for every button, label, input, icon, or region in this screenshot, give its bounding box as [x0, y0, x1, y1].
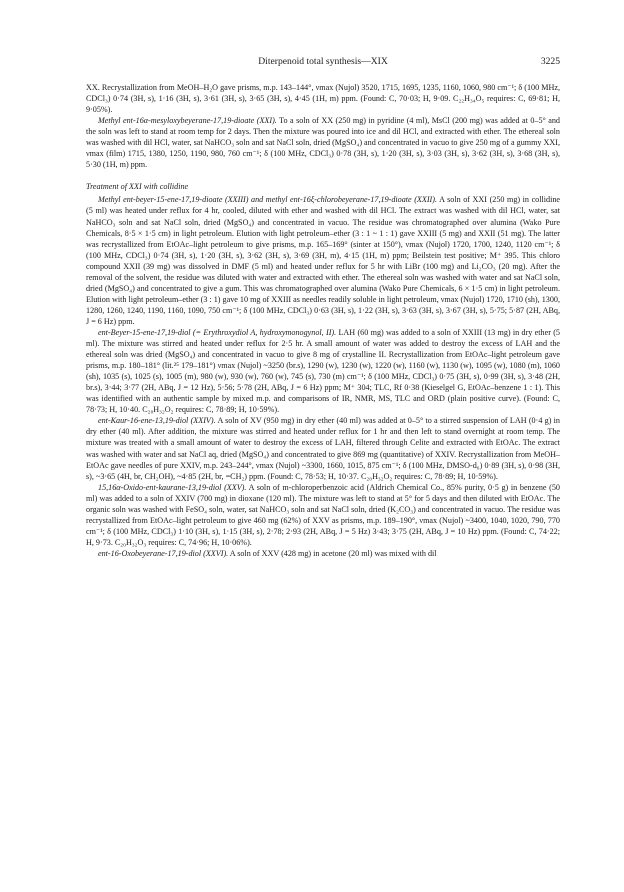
paragraph-3 — [86, 194, 560, 327]
article-body — [86, 82, 560, 559]
paragraph-1 — [86, 82, 560, 115]
compound-name: ent-Kaur-16-ene-13,19-diol (XXIV). — [98, 416, 216, 426]
paragraph-2 — [86, 115, 560, 170]
compound-name: ent-Beyer-15-ene-17,19-diol (= Erythroxydiol A, hydroxymonogynol, II). — [98, 327, 337, 337]
page-number: 3225 — [540, 56, 560, 67]
compound-name: Methyl ent-beyer-15-ene-17,19-dioate (XXIII) and methyl ent-16ξ-chlorobeyerane-17,19-dioate (XXII). — [98, 195, 437, 205]
paragraph-7 — [86, 548, 560, 559]
compound-name: Methyl ent-16α-mesyloxybeyerane-17,19-dioate (XXI). — [98, 116, 277, 126]
paragraph-4 — [86, 327, 560, 415]
compound-name: ent-16-Oxobeyerane-17,19-diol (XXVI). — [98, 548, 229, 558]
paragraph-text: A soln of XV (950 mg) in dry ether (40 ml) was added at 0–5° to a stirred suspension of LAH (0·4 g) in dry ether (40 ml). After addition, the mixture was stirred and heated under reflux for 1 hr and then left to stand overnight at room temp. The mixture was treated with a small amount of water to destroy the excess of LAH, filtered through Celite and extracted with EtOAc. The extract was washed with water and sat NaCl aq, dried (MgSO₄) and concentrated to give 869 mg (quantitative) of XXIV. Recrystallization from MeOH–EtOAc gave needles of pure XXIV, m.p. 243–244°, νmax (Nujol) ~3300, 1660, 1015, 875 cm⁻¹; δ (100 MHz, DMSO-d₆) 0·89 (3H, s), 0·98 (3H, s), ~3·65 (4H, br, CH₂OH), ~4·85 (2H, br, =CH₂) ppm. (Found: C, 78·53; H, 10·37. C₂₀H₃₂O₂ requires: C, 78·89; H, 10·59%). — [86, 416, 560, 481]
paragraph-text: A soln of XXV (428 mg) in acetone (20 ml) was mixed with dil — [229, 548, 437, 558]
paragraph-text: A soln of m-chloroperbenzoic acid (Aldrich Chemical Co., 85% purity, 0·5 g) in benzene (50 ml) was added to a soln of XXIV (700 mg) in dioxane (120 ml). The mixture was left to stand at 5° for 5 days and then diluted with EtOAc. The organic soln was washed with FeSO₄ soln, water, sat NaHCO₃ soln and sat NaCl soln, dried (K₂CO₃) and concentrated in vacuo. The residue was recrystallized from EtOAc–light petroleum to give 460 mg (62%) of XXV as prisms, m.p. 189–190°, νmax (Nujol) ~3400, 1040, 1020, 790, 770 cm⁻¹; δ (100 MHz, CDCl₃) 1·10 (3H, s), 1·15 (3H, s), 2·78; 2·93 (2H, ABq, J = 5 Hz) 3·43; 3·75 (2H, ABq, J = 10 Hz) ppm. (Found: C, 74·22; H, 9·73. C₂₀H₃₂O₃ requires: C, 74·96; H, 10·06%). — [86, 482, 560, 547]
paragraph-text: LAH (60 mg) was added to a soln of XXIII (13 mg) in dry ether (5 ml). The mixture was stirred and heated under reflux for 2·5 hr. A small amount of water was added to destroy the excess of LAH and the ethereal soln was dried (MgSO₄) and concentrated in vacuo to give 8 mg of crystalline II. Recrystallization from EtOAc–light petroleum gave prisms, m.p. 180–181° (lit.²⁵ 179–181°) νmax (Nujol) ~3250 (br.s), 1290 (w), 1230 (w), 1220 (w), 1160 (w), 1130 (w), 1095 (w), 1080 (m), 1060 (sh), 1035 (s), 1025 (s), 1005 (m), 980 (w), 930 (w), 760 (w), 745 (s), 730 (m) cm⁻¹; δ (100 MHz, CDCl₃) 0·75 (3H, s), 0·99 (3H, s), 3·48 (2H, br.s), 3·44; 3·77 (2H, ABq, J = 12 Hz), 5·56; 5·78 (2H, ABq, J = 6 Hz) ppm; M⁺ 304; TLC, Rf 0·38 (Kieselgel G, EtOAc–benzene 1 : 1). This was identified with an authentic sample by mixed m.p. and comparisons of IR, NMR, MS, TLC and ORD (plain positive curve). (Found: C, 78·73; H, 10·40. C₂₀H₃₂O₂ requires: C, 78·89; H, 10·59%). — [86, 327, 560, 415]
running-header — [86, 56, 560, 70]
paragraph-5 — [86, 415, 560, 481]
paragraph-6 — [86, 482, 560, 548]
paragraph-text: XX. Recrystallization from MeOH–H₂O gave prisms, m.p. 143–144°, νmax (Nujol) 3520, 1715, 1695, 1235, 1160, 1060, 980 cm⁻¹; δ (100 MHz, CDCl₃) 0·74 (3H, s), 1·16 (3H, s), 3·61 (3H, s), 3·65 (3H, s), 4·45 (1H, m) ppm. (Found: C, 70·03; H, 9·09. C₂₂H₃₄O₅ requires: C, 69·81; H, 9·05%). — [86, 83, 560, 115]
section-heading: Treatment of XXI with collidine — [86, 182, 189, 192]
compound-name: 15,16α-Oxido-ent-kaurane-13,19-diol (XXV). — [98, 482, 247, 492]
running-title: Diterpenoid total synthesis—XIX — [258, 56, 388, 67]
paragraph-text: To a soln of XX (250 mg) in pyridine (4 ml), MsCl (200 mg) was added at 0–5° and the soln was left to stand at room temp for 2 days. Then the mixture was poured into ice and dil HCl, and extracted with ether. The ethereal soln was washed with dil HCl, water, sat NaHCO₃ soln and sat NaCl soln, dried (MgSO₄) and concentrated in vacuo to give 250 mg of a gummy XXI, νmax (film) 1715, 1380, 1250, 1190, 980, 760 cm⁻¹; δ (100 MHz, CDCl₃) 0·78 (3H, s), 1·20 (3H, s), 3·03 (3H, s), 3·62 (3H, s), 3·68 (3H, s), 5·30 (1H, m) ppm. — [86, 116, 560, 170]
paragraph-text: A soln of XXI (250 mg) in collidine (5 ml) was heated under reflux for 4 hr, cooled, diluted with ether and washed with dil HCl. The extract was washed with dil HCl, water, sat NaHCO₃ soln and sat NaCl soln, dried (MgSO₄) and concentrated in vacuo. The residue was chromatographed over alumina (Wako Pure Chemicals, 8·5 × 1·5 cm) in light petroleum. Elution with light petroleum–ether (3 : 1 ~ 1 : 1) gave XXIII (5 mg) and XXII (51 mg). The latter was recrystallized from EtOAc–light petroleum to give prisms, m.p. 165–169° (sinter at 150°), νmax (Nujol) 1720, 1700, 1240, 1120 cm⁻¹; δ (100 MHz, CDCl₃) 0·74 (3H, s), 1·20 (3H, s), 3·62 (3H, s), 3·69 (3H, m), 4·15 (1H, m) ppm; Beilstein test positive; M⁺ 395. This chloro compound XXII (39 mg) was dissolved in DMF (5 ml) and heated under reflux for 5 hr with LiBr (100 mg) and Li₂CO₃ (20 mg). After the removal of the solvent, the residue was diluted with water and extracted with ether. The ethereal soln was washed with water and sat NaCl soln, dried (MgSO₄) and concentrated to give a gum. This was chromatographed over alumina (Wako Pure Chemicals, 6 × 1·5 cm) in light petroleum. Elution with light petroleum–ether (3 : 1) gave 10 mg of XXIII as needles readily soluble in light petroleum, νmax (Nujol) 1720, 1710 (sh), 1300, 1280, 1260, 1240, 1190, 1160, 1090, 750 cm⁻¹; δ (100 MHz, CDCl₃) 0·63 (3H, s), 1·22 (3H, s), 3·63 (3H, s), 3·67 (3H, s), 5·75; 5·87 (2H, ABq, J = 6 Hz) ppm. — [86, 195, 560, 326]
